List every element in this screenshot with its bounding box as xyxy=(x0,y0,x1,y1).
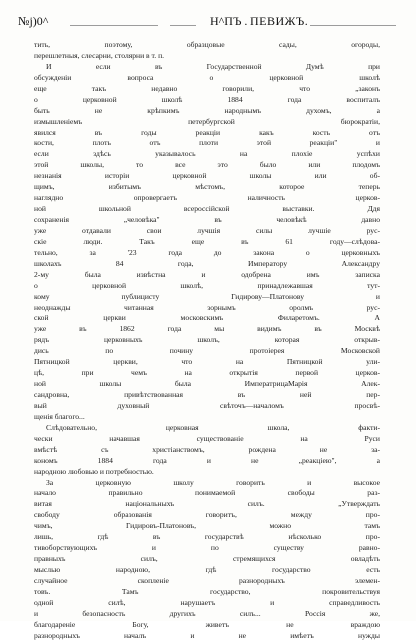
text-line: чески начавшая существованіе на Руси xyxy=(34,433,380,443)
text-line: 2-му была извѣстна и одобрена имъ записка xyxy=(34,269,380,279)
text-line: сандровна, привѣтствованная въ ней пер- xyxy=(34,390,380,399)
text-line: измышленіемъ петербургской бюрократіи, xyxy=(34,116,380,126)
text-line: перешлетныя, слесарни, столярни в т. п. xyxy=(34,50,165,60)
article-text xyxy=(34,40,380,642)
text-line: сохраненія „человѣка" въ человѣкѣ давно xyxy=(34,215,380,224)
page-mark: №j)0^ xyxy=(18,14,49,28)
text-line: ской церкви московскимъ Филаретомъ. А xyxy=(34,313,380,323)
text-line: уже въ 1862 года мы видимъ въ Москвѣ xyxy=(34,324,380,334)
text-line: товъ. Тамъ государство, покровительствуя xyxy=(34,586,380,596)
text-line: тить, поэтому, образцовые сады, огороды, xyxy=(34,40,380,49)
text-line: витая національныхъ силъ. „Утверждать xyxy=(34,499,380,509)
text-line: ной школьной всероссійской выставки. Ддя xyxy=(34,204,380,214)
text-line: рядъ церковныхъ школъ, которая открыв- xyxy=(34,335,380,345)
text-line: и безопасность другихъ силъ... Россія же, xyxy=(34,608,380,618)
text-line: неоднажды читанная зорнымъ оролмъ рус- xyxy=(34,302,380,312)
text-line: кономъ 1884 года и не „реакціею", а xyxy=(34,455,380,465)
text-line: И если въ Государственной Думѣ при xyxy=(46,61,380,71)
text-line: правныхъ силъ, стремящихся овладѣть xyxy=(34,554,380,564)
text-line: уже отдавали свои лучшія силы лучшіе рус- xyxy=(34,225,380,235)
text-line: чимъ, Гидировъ-Платоновъ, можно тамъ xyxy=(34,521,380,531)
text-line: кому публицисту Гидирову—Платонову и xyxy=(34,291,380,301)
text-line: Пятницкой церкви, что на Пятницкой ули- xyxy=(34,357,380,367)
text-line: быть не крѣпкимъ народнымъ духомъ, а xyxy=(34,105,380,115)
text-line: Слѣдовательно, церковная школа, факти- xyxy=(46,422,380,432)
text-line: обсужденіи вопроса о церковной школѣ xyxy=(34,72,380,82)
running-title: ПЕВИЖЪ. xyxy=(250,14,309,28)
text-line: свободу образованія говоритъ, между про- xyxy=(34,510,380,520)
text-line: одной силѣ, нарушаетъ и справедливость xyxy=(34,597,380,607)
text-line: дись по почину протоіерея Московской xyxy=(34,346,380,356)
text-line: начало правильно понимаемой свободы раз- xyxy=(34,488,380,498)
header-rule xyxy=(70,25,158,26)
text-line: кости, плоть отъ плоти этой реакціи" и xyxy=(34,138,380,148)
text-line: этой школы, то все это было или плодомъ xyxy=(34,160,380,170)
text-line: о церковной школѣ 1884 года воспиталъ xyxy=(34,94,380,104)
text-line: случайное скопленіе разнородныхъ элемен- xyxy=(34,575,380,585)
text-line: о церковной школѣ, принадлежавшая тут- xyxy=(34,280,380,290)
text-line: За церковную школу говорить и высокое xyxy=(46,477,380,487)
text-line: лишь, гдѣ въ государствѣ нѣсколько про- xyxy=(34,532,380,542)
text-line: скіе люди. Такъ еще въ 61 году—слѣдова- xyxy=(34,236,380,246)
text-line: явился въ годы реакціи какъ кость отъ xyxy=(34,127,380,137)
page-header xyxy=(18,10,398,36)
text-line: щимъ, избитымъ мѣстомъ, которое теперь xyxy=(34,182,380,192)
text-line: разнородныхъ началъ и не имѣетъ нужды xyxy=(34,630,380,640)
text-line: тивоборствующихъ и по существу равно- xyxy=(34,543,380,553)
text-line: народною любовью и потребностью. xyxy=(34,466,154,476)
text-line: ной школы была ИмператрицаМарія Алек- xyxy=(34,379,380,389)
text-line: цѣ, при чемъ на открытія первой церков- xyxy=(34,368,380,378)
text-line: если здѣсь указывалось на плохіе успѣхи xyxy=(34,149,380,159)
text-line: незнанія исторіи церковной школы или об- xyxy=(34,171,380,181)
text-line: благодареніе Богу, живетъ не враждою xyxy=(34,619,380,629)
text-line: щенія благого... xyxy=(34,411,85,421)
text-line: мыслью народною, гдѣ государство есть xyxy=(34,565,380,574)
text-line: школахъ 84 года, Императору Александру xyxy=(34,258,380,268)
text-line: тельно, за '23 года до закона о церковныхъ xyxy=(34,247,380,257)
header-rule xyxy=(170,25,196,26)
header-middle-mark: Н^ПЪ . xyxy=(210,14,248,28)
text-line: еще такъ недавно говорили, что „законъ xyxy=(34,83,380,93)
text-line: вмѣстѣ съ христіанствомъ, рождена не за- xyxy=(34,444,380,454)
text-line: вый духовный свѣточъ—началомъ просвѣ- xyxy=(34,400,380,410)
text-line: наглядно опровергаетъ наличность церков- xyxy=(34,193,380,203)
header-rule xyxy=(310,25,396,26)
